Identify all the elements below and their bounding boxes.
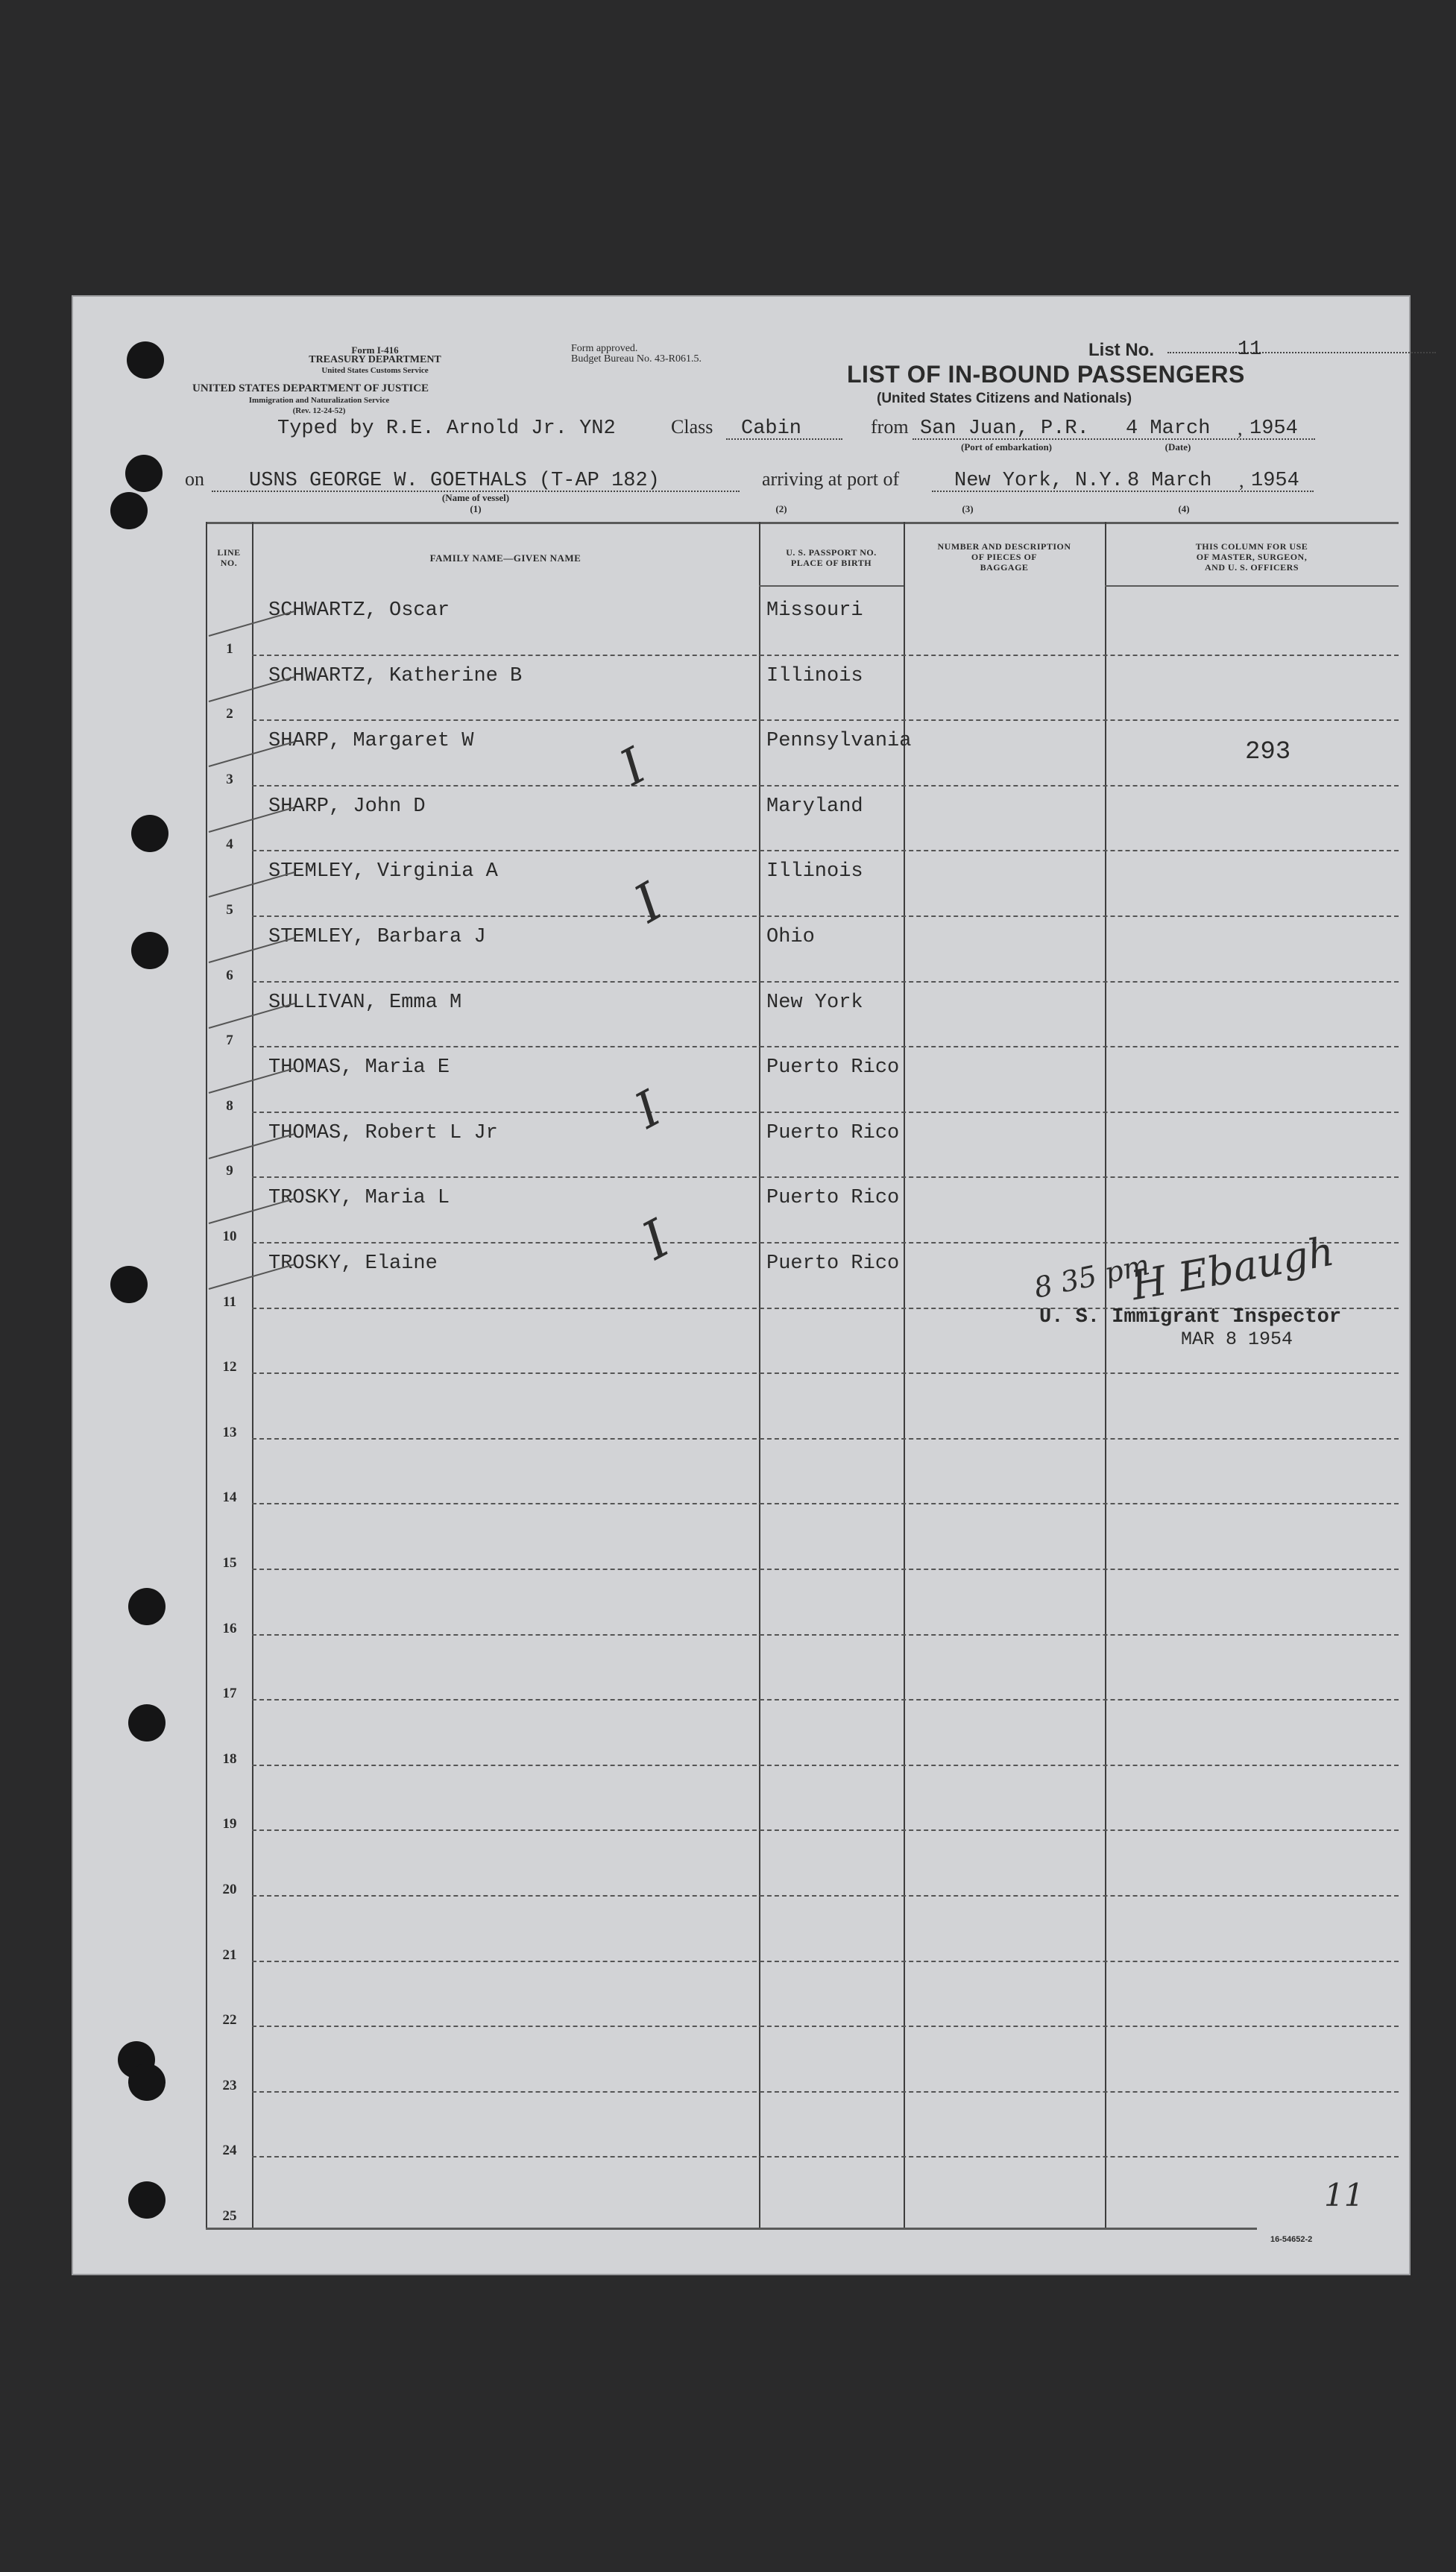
binder-hole [128, 2181, 166, 2219]
arriving-label: arriving at port of [762, 468, 900, 490]
passenger-name: SULLIVAN, Emma M [268, 991, 462, 1014]
line-number: 19 [222, 1816, 237, 1832]
list-no-label: List No. [1088, 340, 1154, 360]
col-passport-header: U. S. PASSPORT NO. PLACE OF BIRTH [786, 547, 877, 568]
col-line-header: LINE NO. [217, 547, 241, 568]
on-label: on [185, 468, 204, 490]
inspector-signature: H Ebaugh [1127, 1227, 1337, 1310]
passenger-name: SHARP, John D [268, 795, 426, 818]
line-number: 9 [226, 1163, 233, 1179]
list-subtitle: (United States Citizens and Nationals) [877, 391, 1132, 406]
line-number: 12 [222, 1359, 237, 1375]
line-number: 8 [226, 1097, 233, 1114]
dept-justice: UNITED STATES DEPARTMENT OF JUSTICE [192, 382, 429, 394]
passenger-birthplace: Pennsylvania [766, 730, 912, 753]
passenger-birthplace: Puerto Rico [766, 1056, 900, 1079]
line-number: 21 [222, 1947, 237, 1963]
line-number: 13 [222, 1424, 237, 1440]
passenger-table [206, 522, 1399, 2229]
row-rule [252, 2026, 1399, 2027]
form-id: Form I-416 [351, 344, 399, 356]
passenger-birthplace: Maryland [766, 795, 863, 818]
row-rule [252, 1438, 1399, 1440]
passenger-name: THOMAS, Robert L Jr [268, 1121, 498, 1144]
row-rule [252, 2156, 1399, 2157]
line-number: 15 [222, 1555, 237, 1571]
col-baggage-header: NUMBER AND DESCRIPTION OF PIECES OF BAGGAGE [937, 541, 1071, 573]
line-number: 10 [222, 1229, 237, 1244]
passenger-birthplace: Illinois [766, 664, 863, 687]
passenger-name: TROSKY, Elaine [268, 1252, 438, 1275]
row-rule [252, 1242, 1399, 1244]
line-number: 22 [222, 2012, 237, 2029]
row-rule [252, 1372, 1399, 1374]
col-num-2: (2) [775, 503, 787, 514]
budget-bureau: Budget Bureau No. 43-R061.5. [571, 353, 702, 365]
line-number: 20 [222, 1882, 237, 1897]
vessel-name: USNS GEORGE W. GOETHALS (T-AP 182) [249, 470, 660, 492]
passenger-name: TROSKY, Maria L [268, 1187, 450, 1210]
form-code: 16-54652-2 [1270, 2235, 1313, 2244]
row-rule [252, 1829, 1399, 1831]
binder-hole [131, 932, 168, 969]
binder-hole [127, 341, 164, 379]
form-revision: (Rev. 12-24-52) [292, 406, 346, 415]
arrival-date: 8 March [1127, 470, 1212, 492]
embark-date: 4 March [1126, 417, 1211, 440]
line-number: 24 [222, 2143, 237, 2159]
typed-by: Typed by R.E. Arnold Jr. YN2 [277, 417, 616, 440]
row-rule [252, 1046, 1399, 1047]
passenger-birthplace: Ohio [766, 926, 815, 948]
row-rule [252, 1895, 1399, 1897]
line-number: 3 [226, 771, 233, 787]
row-rule [252, 1112, 1399, 1113]
passenger-name: SHARP, Margaret W [268, 730, 474, 753]
date-caption: (Date) [1165, 441, 1191, 453]
line-number: 16 [222, 1620, 237, 1636]
manifest-page: Form I-416 TREASURY DEPARTMENT United States Customs Service UNITED STATES DEPARTMENT OF JUSTICE Immigration and Naturalization Service (Rev. 12-24-52) Form approved. Budget Bureau No. 43-R061.5. List No. 11 LIST OF IN-BOUND PASSENGERS (United States Citizens and Nationals) Typed by R.E. Arnold Jr. YN2 Class Cabin from San Juan, P.R. (Port of embarkation) 4 March (Date) , 1954 on USNS GEORGE W. GOETHALS (T-AP 182) (Name of vessel) (1) arriving at port of New York, N.Y. 8 March , 1954 (2) (3) (4) LINE NO. FAMILY NAME—GIVEN NAME U. S. PASSPORT NO. PLACE OF BIRTH NUMBER AND DESCRIPTION OF PIECES OF BAGGAGE THIS COLUMN FOR USE OF MASTER, SURGEON, AND U. S. OFFICERS 1 2 3 4 5 6 7 8 9 10 11 12 13 14 15 16 17 18 19 20 21 22 23 24 25 SCHWARTZ, Oscar Missouri SCHWARTZ, Katherine B Illinois SHARP, Margaret W Pennsylvania SHARP, John D Maryland STEMLEY, Virginia A Illinois STEMLEY, Barbara J Ohio SULLIVAN, Emma M New York THOMAS, Maria E Puerto Rico THOMAS, Robert L Jr Puerto Rico TROSKY, Maria L Puerto Rico TROSKY, Elaine Puerto Rico 293 I I I I 8 35 pm H Ebaugh U. S. Immigrant Inspector MAR 8 1954 11 16-54652-2 [73, 297, 1409, 2274]
officer-count: 293 [1245, 738, 1291, 766]
row-rule [252, 981, 1399, 983]
embark-year: 1954 [1249, 417, 1298, 440]
row-rule [252, 785, 1399, 787]
embark-port-caption: (Port of embarkation) [960, 441, 1053, 453]
binder-hole [128, 1704, 166, 1742]
tally-mark: I [611, 737, 655, 797]
form-approved: Form approved. [571, 343, 638, 354]
passenger-name: SCHWARTZ, Oscar [268, 599, 450, 622]
row-rule [252, 1569, 1399, 1570]
binder-hole [125, 455, 163, 492]
col-num-1: (1) [470, 503, 482, 514]
passenger-birthplace: Puerto Rico [766, 1187, 900, 1210]
line-number: 7 [226, 1033, 233, 1049]
passenger-birthplace: Puerto Rico [766, 1121, 900, 1144]
row-rule [252, 915, 1399, 917]
dept-treasury: TREASURY DEPARTMENT [309, 354, 441, 365]
col-num-3: (3) [962, 503, 974, 514]
line-number: 23 [222, 2077, 237, 2093]
row-rule [252, 1634, 1399, 1636]
passenger-birthplace: Puerto Rico [766, 1252, 900, 1275]
row-rule [252, 1961, 1399, 1962]
embark-port: San Juan, P.R. [920, 417, 1089, 440]
stamp-date: MAR 8 1954 [1181, 1328, 1293, 1350]
binder-hole [110, 492, 148, 529]
row-rule [252, 1503, 1399, 1504]
line-number: 11 [223, 1293, 236, 1310]
list-title: LIST OF IN-BOUND PASSENGERS [847, 361, 1245, 388]
passenger-birthplace: Missouri [766, 599, 863, 622]
binder-hole [131, 815, 168, 852]
line-number: 5 [226, 902, 233, 918]
row-rule [252, 2091, 1399, 2093]
col-num-4: (4) [1178, 503, 1190, 514]
passenger-birthplace: Illinois [766, 860, 863, 883]
time-note: 8 35 pm [1031, 1248, 1153, 1305]
passenger-name: SCHWARTZ, Katherine B [268, 664, 523, 687]
class-value: Cabin [741, 417, 802, 440]
line-number: 17 [222, 1686, 237, 1702]
vessel-caption: (Name of vessel) [441, 492, 510, 503]
passenger-name: STEMLEY, Virginia A [268, 860, 498, 883]
line-number: 6 [226, 967, 233, 983]
arrival-year: 1954 [1251, 470, 1299, 492]
bottom-handwritten-mark: 11 [1324, 2177, 1364, 2213]
list-no-value: 11 [1238, 338, 1262, 361]
class-label: Class [671, 416, 713, 438]
binder-hole [110, 1266, 148, 1303]
row-rule [252, 850, 1399, 851]
row-rule [252, 1699, 1399, 1701]
col-name-header: FAMILY NAME—GIVEN NAME [429, 552, 582, 564]
row-rule [252, 655, 1399, 656]
row-rule [252, 1176, 1399, 1178]
line-number: 25 [222, 2208, 237, 2224]
line-number: 18 [222, 1750, 237, 1767]
tally-mark: I [632, 1208, 680, 1272]
line-number: 2 [226, 706, 233, 722]
tally-mark: I [624, 871, 673, 935]
binder-hole [128, 1588, 166, 1625]
passenger-name: THOMAS, Maria E [268, 1056, 450, 1079]
line-number: 4 [226, 836, 233, 853]
line-number: 14 [222, 1490, 237, 1506]
arrival-port: New York, N.Y. [954, 470, 1123, 492]
passenger-birthplace: New York [766, 991, 863, 1014]
from-label: from [871, 416, 909, 438]
dept-justice-sub: Immigration and Naturalization Service [248, 396, 390, 405]
col-officers-header: THIS COLUMN FOR USE OF MASTER, SURGEON, AND U. S. OFFICERS [1195, 541, 1308, 573]
inspector-stamp: U. S. Immigrant Inspector [1039, 1306, 1342, 1328]
passenger-name: STEMLEY, Barbara J [268, 926, 486, 948]
row-rule [252, 719, 1399, 721]
binder-hole [128, 2064, 166, 2101]
tally-mark: I [625, 1079, 670, 1140]
row-rule [252, 1765, 1399, 1766]
line-number: 1 [226, 640, 233, 657]
dept-treasury-sub: United States Customs Service [321, 366, 429, 375]
